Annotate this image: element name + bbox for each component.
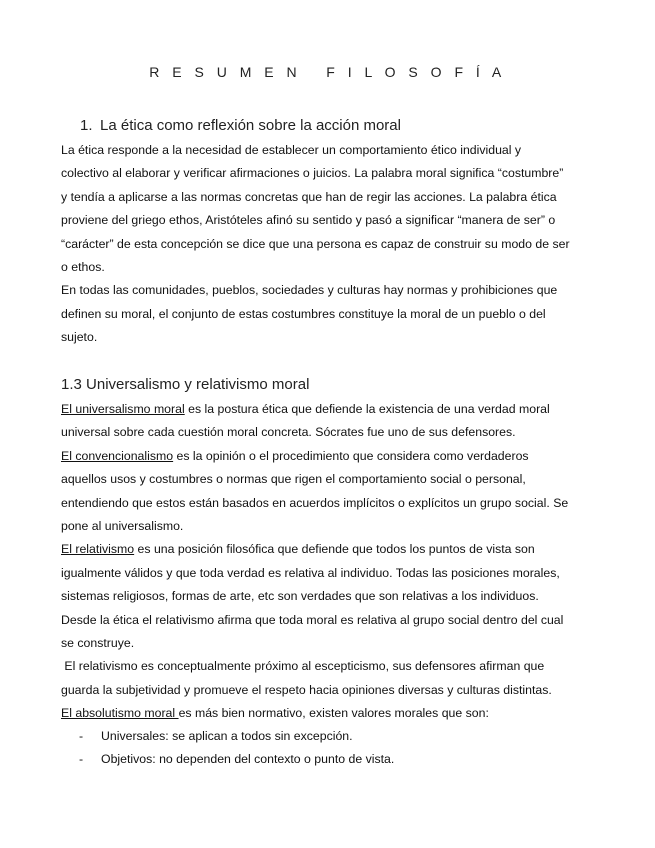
paragraph-line: se construye. (61, 636, 135, 651)
paragraph-line: o ethos. (61, 260, 105, 275)
paragraph-line: El relativismo es una posición filosófica que defiende que todos los puntos de vista son (61, 542, 535, 557)
paragraph-line: El convencionalismo es la opinión o el procedimiento que considera como verdaderos (61, 448, 529, 463)
list-dash: - (79, 752, 84, 767)
section-heading-text: La ética como reflexión sobre la acción moral (100, 117, 401, 134)
term-universalismo: El universalismo moral (61, 402, 185, 416)
paragraph-line: pone al universalismo. (61, 519, 184, 534)
paragraph-line: colectivo al elaborar y verificar afirmaciones o juicios. La palabra moral significa “costumbre” (61, 166, 564, 181)
term-convencionalismo: El convencionalismo (61, 448, 174, 463)
paragraph-line: Desde la ética el relativismo afirma que toda moral es relativa al grupo social dentro del cual (61, 612, 564, 627)
list-item-text: Universales: se aplican a todos sin excepción. (101, 729, 353, 743)
term-relativismo: El relativismo (61, 542, 135, 557)
section-number: 1. (80, 117, 93, 134)
page-title: R E S U M E N F I L O S O F Í A (149, 64, 506, 80)
paragraph-line: igualmente válidos y que toda verdad es relativa al individuo. Todas las posiciones morales, (61, 565, 560, 580)
list-item-text: Objetivos: no dependen del contexto o punto de vista. (101, 752, 395, 767)
list-item (79, 748, 394, 771)
paragraph-line: definen su moral, el conjunto de estas costumbres constituye la moral de un pueblo o del (61, 306, 546, 321)
paragraph-line: sistemas religiosos, formas de arte, etc son verdades que son relativas a los individuos. (61, 589, 539, 604)
paragraph-line: entendiendo que estos están basados en acuerdos implícitos o explícitos un grupo social. Se (61, 495, 569, 510)
section-2-body (61, 398, 601, 726)
paragraph-line: universal sobre cada cuestión moral concreta. Sócrates fue uno de sus defensores. (61, 425, 516, 440)
section-heading-2: 1.3 Universalismo y relativismo moral (61, 376, 310, 393)
paragraph-line: “carácter” de esta concepción se dice que una persona es capaz de construir su modo de ser (61, 236, 570, 251)
bullet-list (79, 725, 394, 772)
paragraph-line: En todas las comunidades, pueblos, sociedades y culturas hay normas y prohibiciones que (61, 283, 558, 298)
paragraph-line: El relativismo es conceptualmente próximo al escepticismo, sus defensores afirman que (61, 659, 545, 674)
paragraph-line: aquellos usos y costumbres o normas que rigen el comportamiento social o personal, (61, 472, 526, 487)
list-dash: - (79, 729, 84, 743)
paragraph-line: El universalismo moral es la postura ética que defiende la existencia de una verdad moral (61, 402, 550, 416)
section-heading-1 (80, 117, 401, 134)
paragraph-line: proviene del griego ethos, Aristóteles afinó su sentido y pasó a significar “manera de ser” o (61, 213, 556, 228)
list-item (79, 725, 394, 748)
paragraph-line: y tendía a aplicarse a las normas concretas que han de regir las acciones. La palabra ética (61, 189, 557, 204)
paragraph-line: La ética responde a la necesidad de establecer un comportamiento ético individual y (61, 143, 522, 157)
section-1-body (61, 139, 601, 350)
paragraph-line: sujeto. (61, 330, 98, 345)
term-absolutismo: El absolutismo moral (61, 706, 179, 721)
paragraph-line: guarda la subjetividad y promueve el respeto hacia opiniones diversas y culturas distintas. (61, 682, 552, 697)
paragraph-line: El absolutismo moral es más bien normativo, existen valores morales que son: (61, 706, 489, 721)
